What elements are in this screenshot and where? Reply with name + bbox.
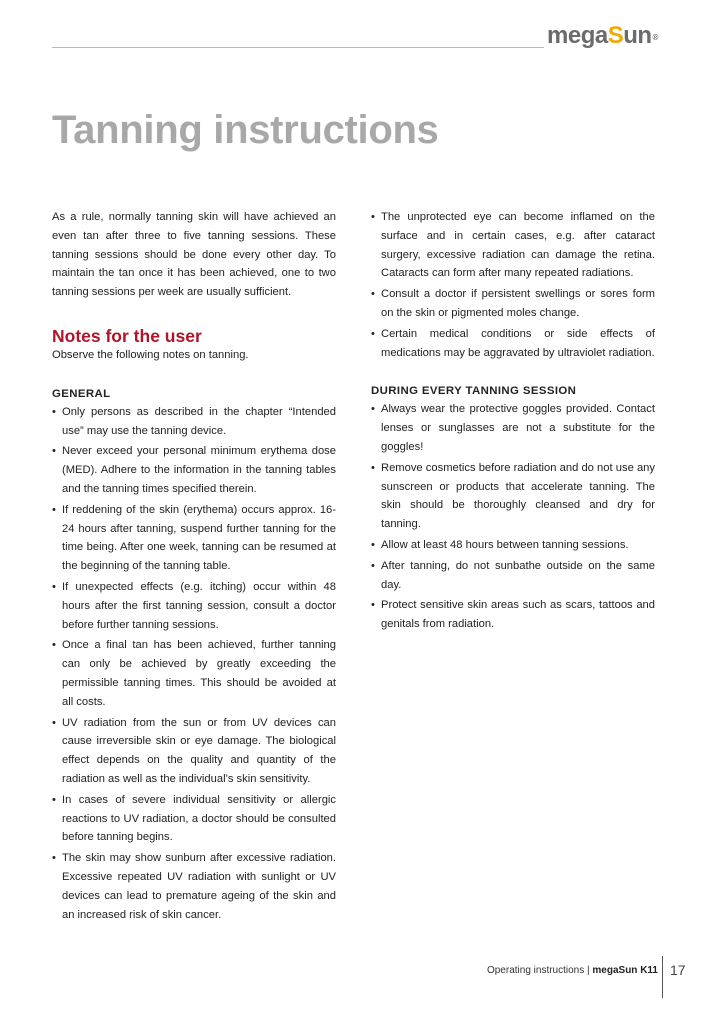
logo-registered-mark: ® [652,33,658,42]
left-column [52,208,336,926]
right-column [371,208,655,636]
list-item: • Always wear the protective goggles provided. Contact lenses or sunglasses are not a substitute for the goggles! [371,403,655,453]
list-item: • After tanning, do not sunbathe outside on the same day. [371,559,655,591]
footer-divider [662,956,663,998]
header-rule [52,47,544,48]
section-intro: Observe the following notes on tanning. [52,348,249,361]
list-item: • If unexpected effects (e.g. itching) occur within 48 hours after the first tanning session, consult a doctor before further tanning sessions. [52,580,336,631]
intro-paragraph: As a rule, normally tanning skin will have achieved an even tan after three to five tanning sessions. These tanning sessions should be done every other day. To maintain the tan once it has been achieved, one to two tanning sessions per week are usually sufficient. [52,211,336,299]
list-item: • If reddening of the skin (erythema) occurs approx. 16-24 hours after tanning, suspend further tanning for the time being. After one week, tanning can be resumed at the beginning of the tanning table. [52,503,336,573]
logo-text-mega: mega [547,22,608,49]
general-list [52,403,336,925]
list-item: • The skin may show sunburn after excessive radiation. Excessive repeated UV radiation with sunlight or UV devices can lead to premature ageing of the skin and an increased risk of skin cancer. [52,852,336,921]
page-title: Tanning instructions [52,108,439,152]
list-item: • In cases of severe individual sensitivity or allergic reactions to UV radiation, a doctor should be consulted before tanning begins. [52,793,336,844]
list-item: • Once a final tan has been achieved, further tanning can only be achieved by greatly exceeding the permissible tanning times. This should be avoided at all costs. [52,639,336,708]
page-number: 17 [670,962,686,978]
section-heading-notes: Notes for the user [52,325,202,346]
megasun-logo [547,22,658,50]
list-item: • Only persons as described in the chapter “Intended use” may use the tanning device. [52,405,336,437]
general-heading: GENERAL [52,387,111,400]
list-item: • Consult a doctor if persistent swellings or sores form on the skin or pigmented moles change. [371,288,655,319]
list-item: • Remove cosmetics before radiation and do not use any sunscreen or products that accelerate tanning. The skin should be thoroughly cleansed and dry for tanning. [371,461,655,531]
list-item: • Never exceed your personal minimum erythema dose (MED). Adhere to the information in the tanning tables and the tanning times specified therein. [52,445,336,495]
list-item: • Protect sensitive skin areas such as scars, tattoos and genitals from radiation. [371,599,655,631]
footer-label [487,962,658,980]
logo-text-un: un [623,22,652,49]
logo-text-accent: S [607,22,624,49]
list-item: • Certain medical conditions or side effects of medications may be aggravated by ultraviolet radiation. [371,327,655,359]
session-heading: DURING EVERY TANNING SESSION [371,385,577,398]
list-item: • UV radiation from the sun or from UV devices can cause irreversible skin or eye damage. The biological effect depends on the quality and quantity of the radiation as well as the individual’s skin sensitivity. [52,716,336,785]
list-item: • The unprotected eye can become inflamed on the surface and in certain cases, e.g. after cataract surgery, excessive radiation can damage the retina. Cataracts can form after many repeated radiations. [371,211,655,280]
footer-product: megaSun K11 [592,965,658,976]
session-list [371,400,655,634]
footer-doc-label: Operating instructions | [486,965,590,976]
list-item: • Allow at least 48 hours between tanning sessions. [371,538,629,551]
general-list-continued [371,208,655,362]
